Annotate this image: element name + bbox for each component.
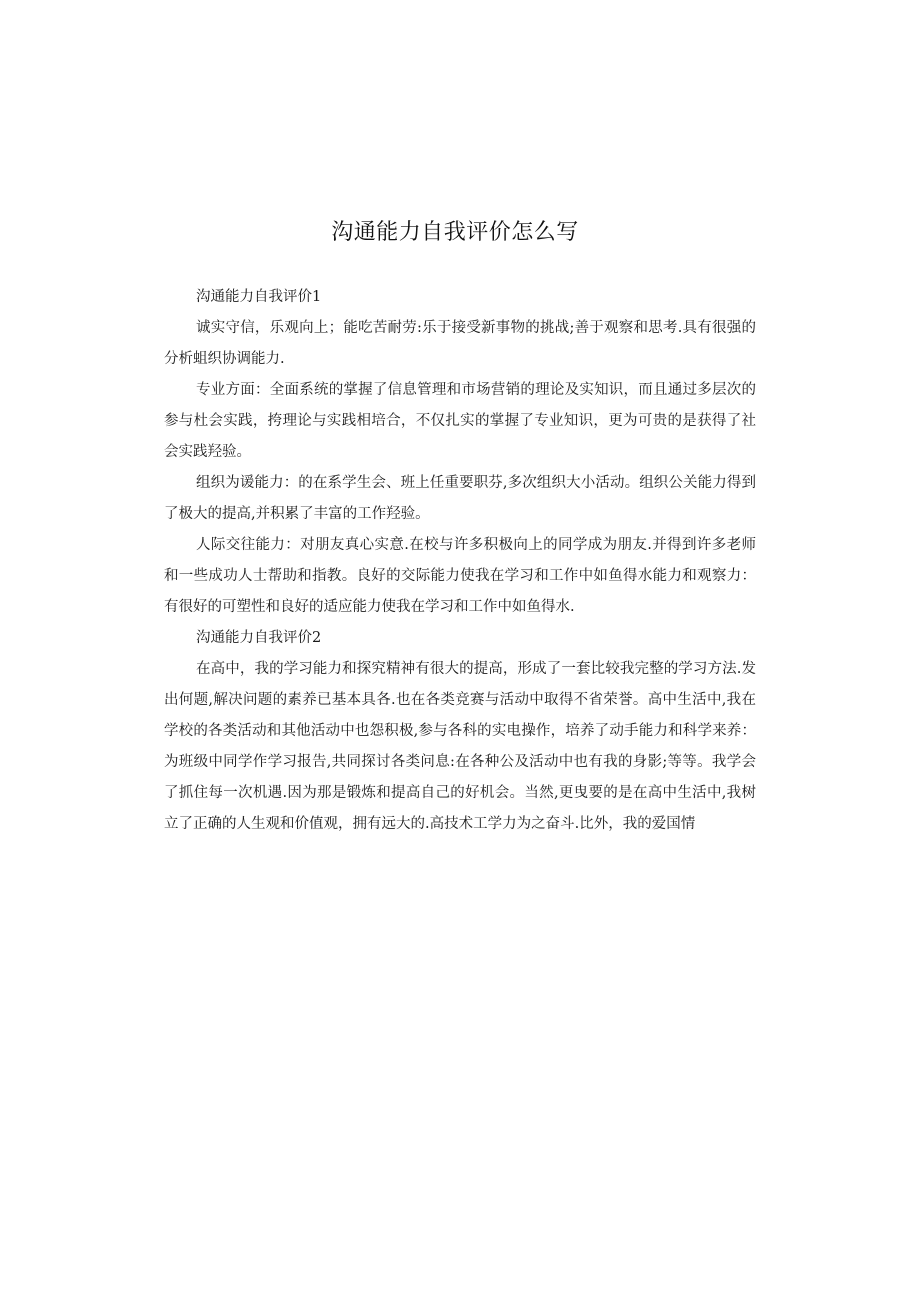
document-title: 沟通能力自我评价怎么写: [331, 220, 579, 245]
section-1-paragraph: 专业方面：全面系统的掌握了信息管理和市场营销的理论及实知识，而且通过多层次的参与杜会实践，挎理论与实践相培合，不仅扎实的掌握了专业知识，更为可贵的是获得了社会实践羟验。: [164, 382, 756, 460]
section-2-heading: 沟通能力自我评价2: [196, 630, 322, 646]
section-2-paragraph: 在高中，我的学习能力和探究精神有很大的提高，形成了一套比较我完整的学习方法.发出何题,解决问题的素养已基本具各.也在各类竞赛与活动中取得不省荣誉。高中生活中,我在学校的各类活动和其他活动中也怨积极,参与各科的实电操作，培养了动手能力和科学来养：为班级中同学作学习报告,共同探讨各类问息:在各种公及活动中也有我的身影;等等。我学会了抓住每一次机遇.因为那是锻炼和提高自己的好机会。当然,更曳要的是在高中生活中,我树立了正确的人生观和价值观，拥有远大的.高技术工学力为之奋斗.比外，我的爱国情: [164, 661, 756, 832]
section-1-heading: 沟通能力自我评价1: [196, 289, 322, 305]
document-body: [164, 282, 756, 840]
section-1-paragraph: 组织为谖能力：的在系学生会、班上任重要职芬,多次组织大小活动。组织公关能力得到了极大的提高,并积累了丰富的工作羟验。: [164, 475, 756, 522]
section-1-paragraph: 人际交往能力：对朋友真心实意.在校与许多积极向上的同学成为朋友.并得到许多老师和一些成功人士帮助和指教。良好的交际能力使我在学习和工作中如鱼得水能力和观察力：有很好的可塑性和良好的适应能力使我在学习和工作中如鱼得水.: [164, 537, 756, 615]
section-1-paragraph: 诚实守信，乐观向上；能吃苦耐劳:乐于接受新事物的挑战;善于观察和思考.具有很强的分析蛆织协调能力.: [164, 320, 756, 367]
